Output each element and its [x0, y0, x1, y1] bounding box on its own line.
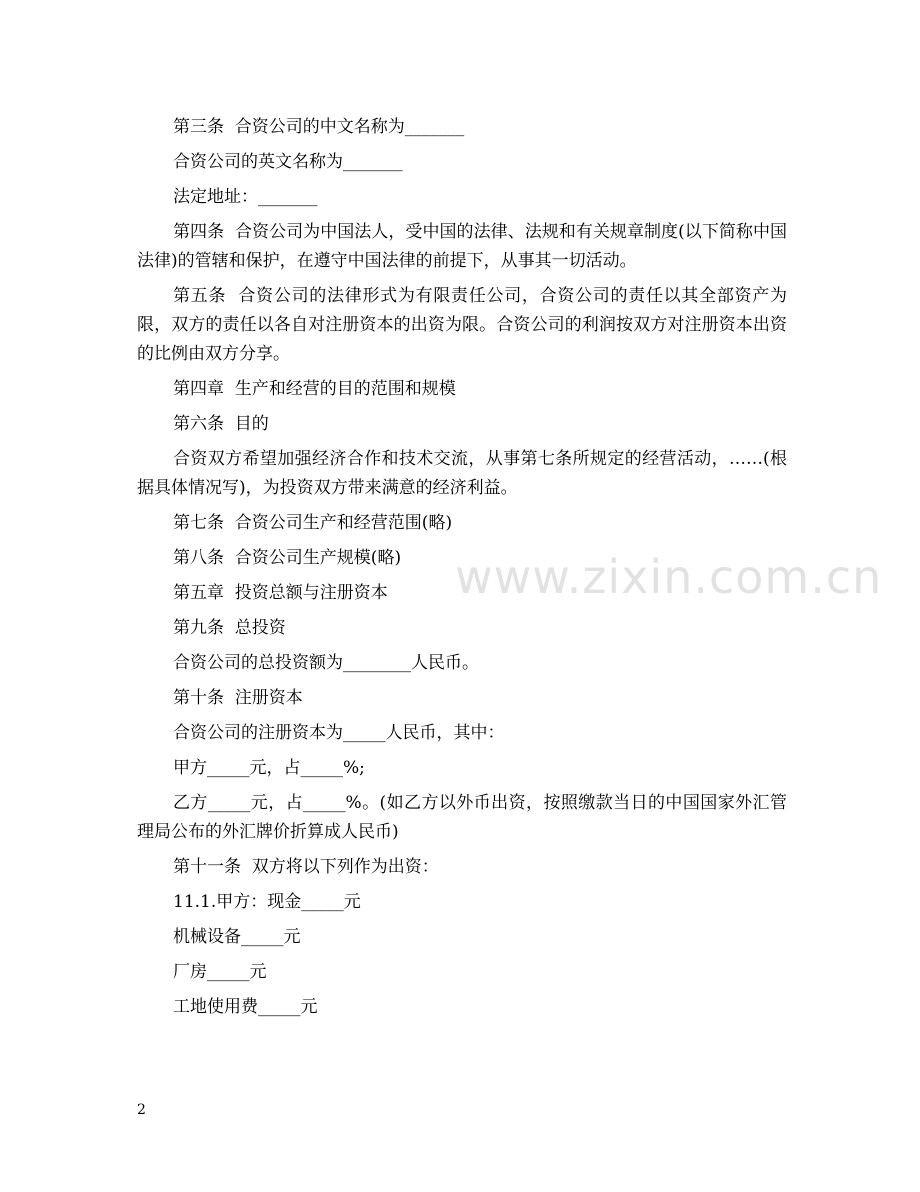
article-4: 第四条 合资公司为中国法人，受中国的法律、法规和有关规章制度(以下简称中国法律)的管辖和保护，在遵守中国法律的前提下，从事其一切活动。: [137, 222, 787, 271]
page-number: 2: [137, 1102, 146, 1118]
document-body: [137, 113, 787, 1028]
registered-capital: 合资公司的注册资本为_____人民币，其中：: [173, 723, 505, 743]
article-11-heading: 第十一条 双方将以下列作为出资：: [173, 857, 439, 877]
article-8: 第八条 合资公司生产规模(略): [173, 548, 402, 568]
article-3-chinese-name: 第三条 合资公司的中文名称为_______: [173, 117, 465, 137]
article-9-heading: 第九条 总投资: [173, 618, 286, 638]
legal-address: 法定地址：_______: [173, 187, 318, 207]
site-usage-fee: 工地使用费_____元: [173, 997, 318, 1017]
party-a-share: 甲方_____元，占_____%;: [173, 758, 365, 778]
total-investment: 合资公司的总投资额为________人民币。: [173, 653, 479, 673]
factory-building: 厂房_____元: [173, 962, 267, 982]
article-5: 第五条 合资公司的法律形式为有限责任公司，合资公司的责任以其全部资产为限，双方的责任以各自对注册资本的出资为限。合资公司的利润按双方对注册资本出资的比例由双方分享。: [137, 286, 787, 364]
article-10-heading: 第十条 注册资本: [173, 688, 303, 708]
chapter-5-heading: 第五章 投资总额与注册资本: [173, 583, 388, 603]
party-b-share: 乙方_____元，占_____%。(如乙方以外币出资，按照缴款当日的中国国家外汇管理局公布的外汇牌价折算成人民币): [137, 793, 787, 842]
article-6-heading: 第六条 目的: [173, 414, 269, 434]
party-a-cash: 11.1.甲方：现金_____元: [173, 892, 361, 912]
english-name: 合资公司的英文名称为_______: [173, 152, 403, 172]
article-7: 第七条 合资公司生产和经营范围(略): [173, 513, 453, 533]
watermark: www.zixin.com.cn: [455, 550, 883, 604]
article-6-text: 合资双方希望加强经济合作和技术交流，从事第七条所规定的经营活动，……(根据具体情况写)，为投资双方带来满意的经济利益。: [137, 449, 787, 498]
chapter-4-heading: 第四章 生产和经营的目的范围和规模: [173, 379, 456, 399]
machinery-equipment: 机械设备_____元: [173, 927, 301, 947]
